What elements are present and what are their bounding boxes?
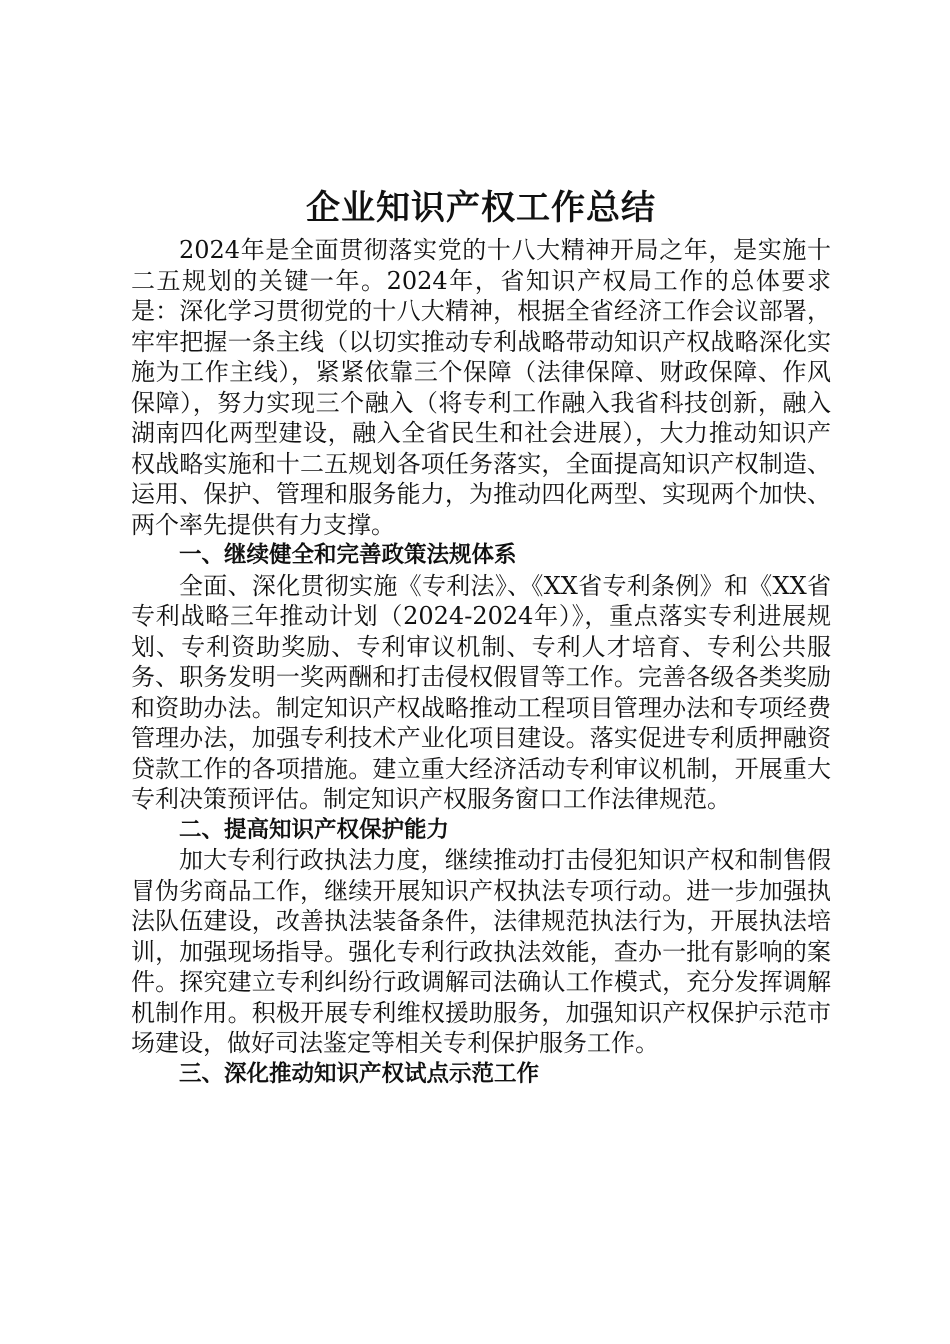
document-title: 企业知识产权工作总结 xyxy=(306,188,656,228)
section-3-heading: 三、深化推动知识产权试点示范工作 xyxy=(179,1060,540,1087)
section-1-body: 全面、深化贯彻实施《专利法》、《XX省专利条例》和《XX省专利战略三年推动计划（2024-2024年）》，重点落实专利进展规划、专利资助奖励、专利审议机制、专利人才培育、专利公共服务、职务发明一奖两酬和打击侵权假冒等工作。完善各级各类奖励和资助办法。制定知识产权战略推动工程项目管理办法和专项经费管理办法，加强专利技术产业化项目建设。落实促进专利质押融资贷款工作的各项措施。建立重大经济活动专利审议机制，开展重大专利决策预评估。制定知识产权服务窗口工作法律规范。 xyxy=(131,571,831,813)
section-2-body: 加大专利行政执法力度，继续推动打击侵犯知识产权和制售假冒伪劣商品工作，继续开展知识产权执法专项行动。进一步加强执法队伍建设，改善执法装备条件，法律规范执法行为，开展执法培训，加强现场指导。强化专利行政执法效能，查办一批有影响的案件。探究建立专利纠纷行政调解司法确认工作模式，充分发挥调解机制作用。积极开展专利维权援助服务，加强知识产权保护示范市场建设，做好司法鉴定等相关专利保护服务工作。 xyxy=(131,846,831,1057)
intro-paragraph: 2024年是全面贯彻落实党的十八大精神开局之年，是实施十二五规划的关键一年。2024年，省知识产权局工作的总体要求是：深化学习贯彻党的十八大精神，根据全省经济工作会议部署，牢牢把握一条主线（以切实推动专利战略带动知识产权战略深化实施为工作主线），紧紧依靠三个保障（法律保障、财政保障、作风保障），努力实现三个融入（将专利工作融入我省科技创新，融入湖南四化两型建设，融入全省民生和社会进展），大力推动知识产权战略实施和十二五规划各项任务落实，全面提高知识产权制造、运用、保护、管理和服务能力，为推动四化两型、实现两个加快、两个率先提供有力支撑。 xyxy=(131,236,831,539)
document-page xyxy=(131,186,831,1089)
section-2-heading: 二、提高知识产权保护能力 xyxy=(179,816,450,843)
section-1-heading: 一、继续健全和完善政策法规体系 xyxy=(179,542,517,568)
